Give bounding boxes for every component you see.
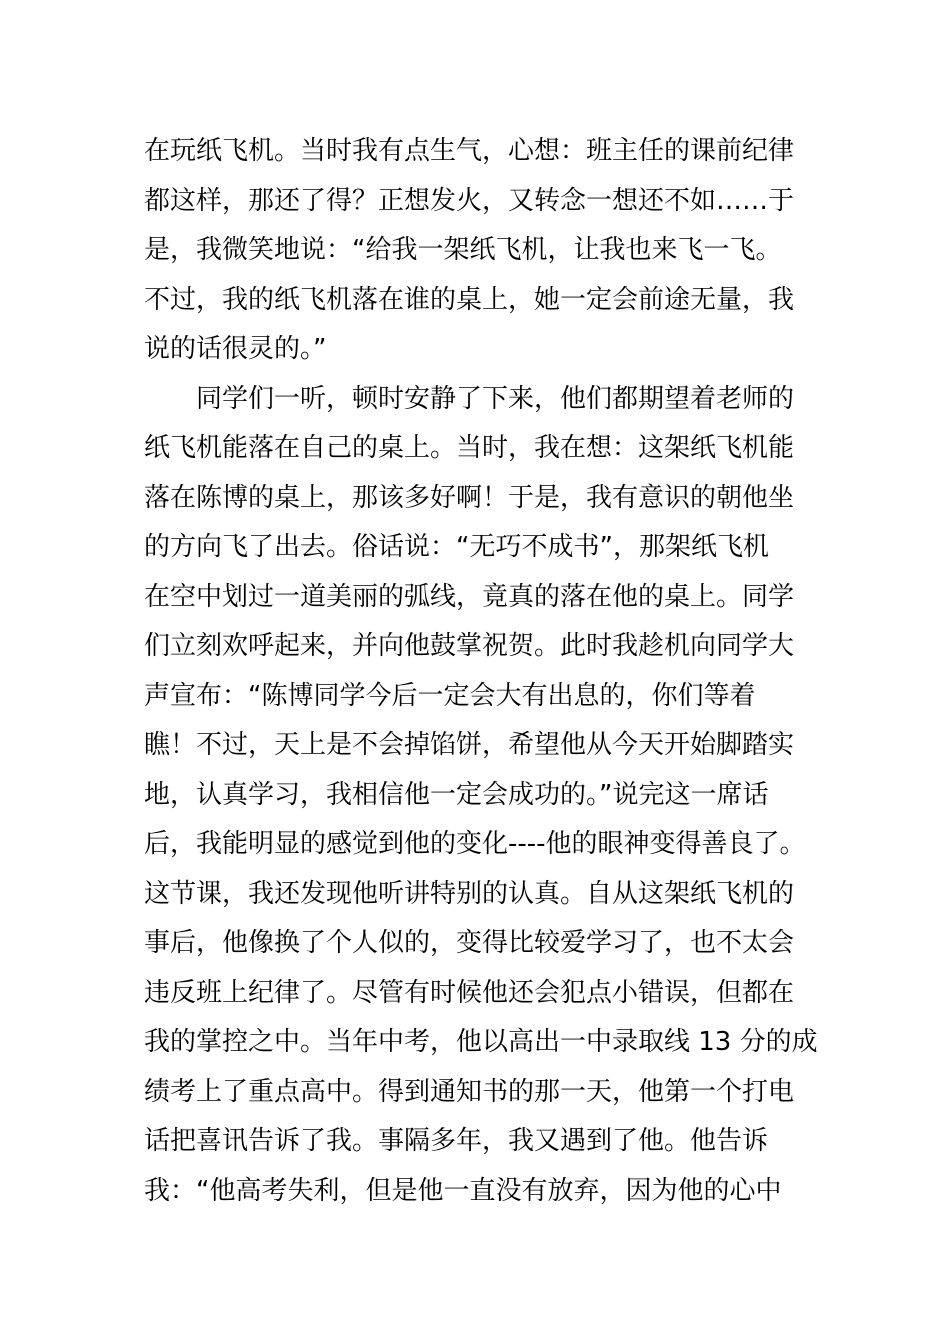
text-line: 我：“他高考失利，但是他一直没有放弃，因为他的心中 xyxy=(144,1175,782,1206)
text-line: 违反班上纪律了。尽管有时候他还会犯点小错误，但都在 xyxy=(144,977,795,1008)
body-text xyxy=(144,127,818,1216)
text-line: 落在陈博的桌上，那该多好啊！于是，我有意识的朝他坐 xyxy=(144,482,795,513)
text-line: 后，我能明显的感觉到他的变化----他的眼神变得善良了。 xyxy=(144,829,806,859)
text-line: 同学们一听，顿时安静了下来，他们都期望着老师的 xyxy=(144,383,795,414)
text-line: 我的掌控之中。当年中考，他以高出一中录取线 13 分的成 xyxy=(144,1027,818,1057)
text-line: 绩考上了重点高中。得到通知书的那一天，他第一个打电 xyxy=(144,1076,795,1107)
text-line: 是，我微笑地说：“给我一架纸飞机，让我也来飞一飞。 xyxy=(144,235,782,265)
text-line: 这节课，我还发现他听讲特别的认真。自从这架纸飞机的 xyxy=(144,878,795,909)
text-line: 不过，我的纸飞机落在谁的桌上，她一定会前途无量，我 xyxy=(144,284,795,315)
text-line: 在玩纸飞机。当时我有点生气，心想：班主任的课前纪律 xyxy=(144,136,795,166)
text-line: 地，认真学习，我相信他一定会成功的。”说完这一席话 xyxy=(144,779,769,810)
text-line: 们立刻欢呼起来，并向他鼓掌祝贺。此时我趁机向同学大 xyxy=(144,631,795,661)
text-line: 纸飞机能落在自己的桌上。当时，我在想：这架纸飞机能 xyxy=(144,433,795,463)
text-line: 话把喜讯告诉了我。事隔多年，我又遇到了他。他告诉 xyxy=(144,1126,769,1156)
text-line: 的方向飞了出去。俗话说：“无巧不成书”，那架纸飞机 xyxy=(144,532,769,562)
text-line: 说的话很灵的。” xyxy=(144,334,327,364)
text-line: 瞧！不过，天上是不会掉馅饼，希望他从今天开始脚踏实 xyxy=(144,730,795,760)
text-line: 声宣布：“陈博同学今后一定会大有出息的，你们等着 xyxy=(144,680,756,711)
text-line: 事后，他像换了个人似的，变得比较爱学习了，也不太会 xyxy=(144,928,795,958)
text-line: 在空中划过一道美丽的弧线，竟真的落在他的桌上。同学 xyxy=(144,581,795,612)
text-line: 都这样，那还了得？正想发火，又转念一想还不如……于 xyxy=(144,185,795,216)
